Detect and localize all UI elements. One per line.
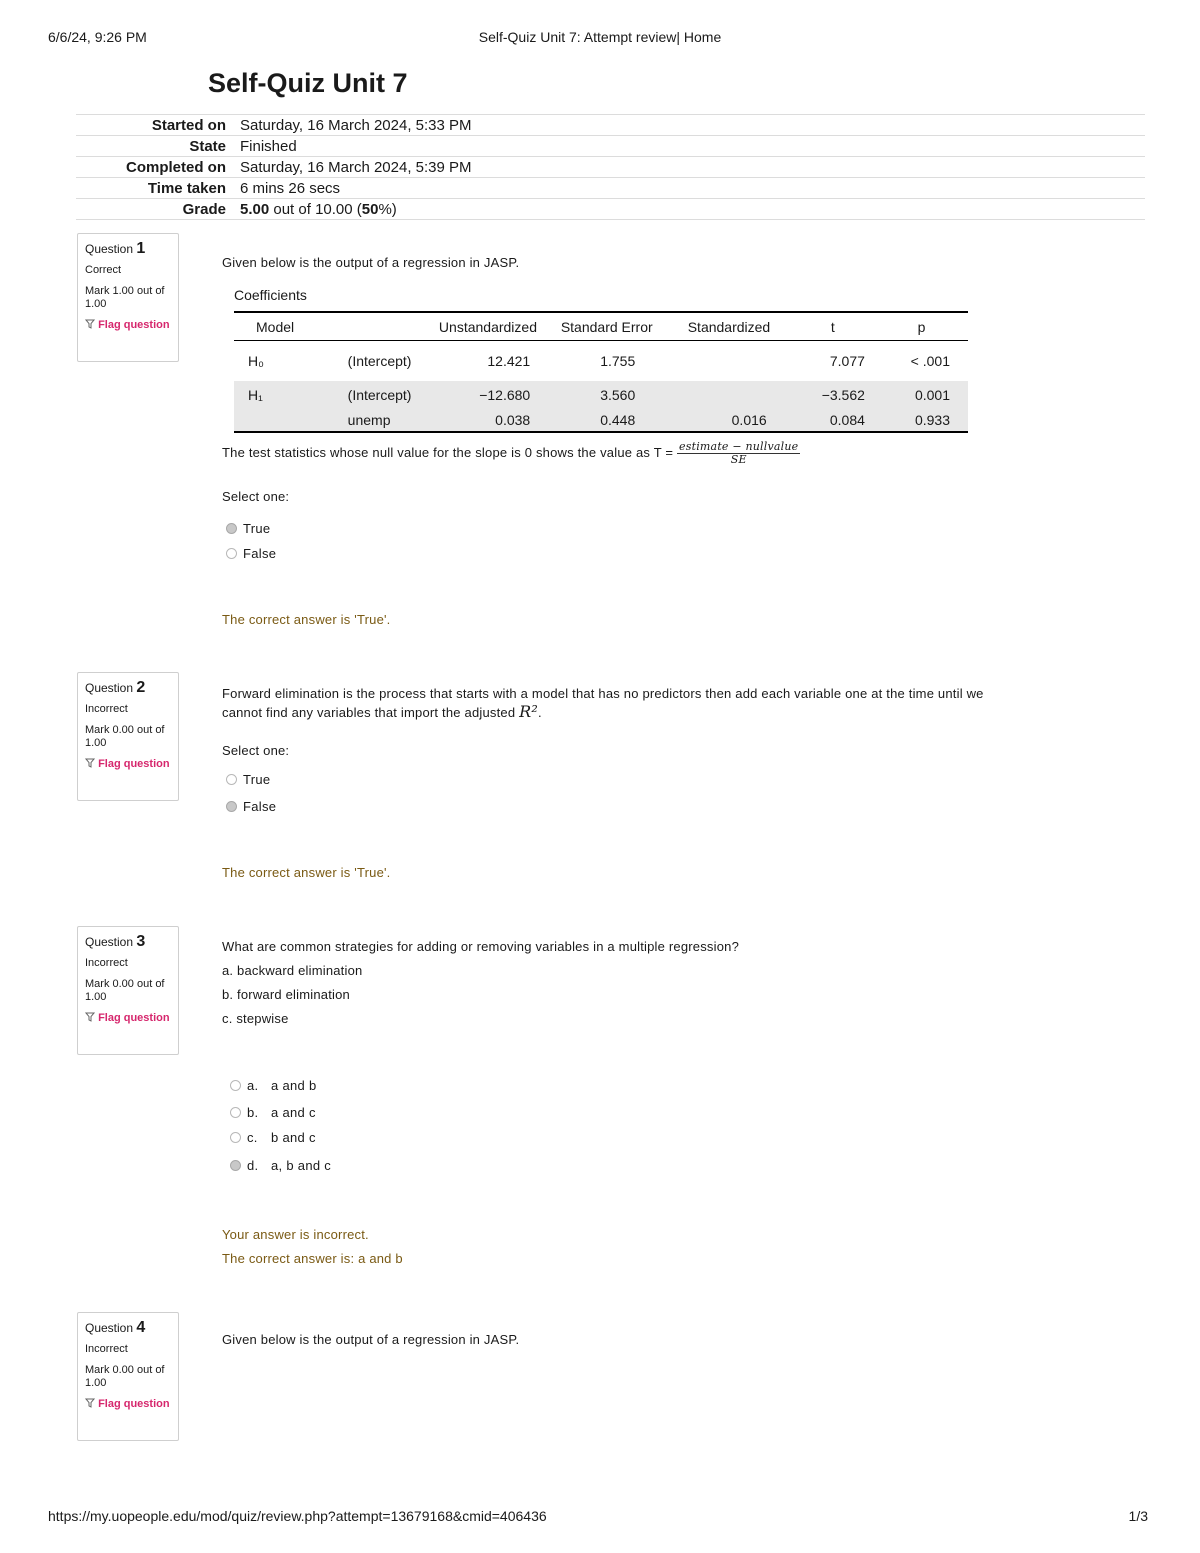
summary-row-started	[76, 115, 1145, 136]
question-mark: Mark 0.00 out of 1.00	[85, 978, 165, 1003]
question-3-feedback: Your answer is incorrect.	[222, 1227, 369, 1242]
flag-question-link[interactable]: Flag question	[85, 1398, 172, 1411]
question-info-2	[77, 672, 179, 801]
table-row: unemp 0.038 0.448 0.016 0.084 0.933	[234, 409, 968, 432]
question-mark: Mark 0.00 out of 1.00	[85, 724, 165, 749]
summary-value: Finished	[240, 137, 297, 155]
select-one-label: Select one:	[222, 489, 290, 504]
summary-label: Grade	[182, 200, 226, 218]
question-state: Correct	[85, 264, 122, 276]
radio-button[interactable]	[230, 1080, 241, 1091]
question-4-text: Given below is the output of a regression in JASP.	[222, 1332, 520, 1347]
summary-value: 6 mins 26 secs	[240, 179, 341, 197]
question-3-text: What are common strategies for adding or removing variables in a multiple regression?	[222, 939, 740, 954]
table-header-row: Model Unstandardized Standard Error Standardized t p	[234, 312, 968, 341]
question-1-statement: The test statistics whose null value for the slope is 0 shows the value as T = estimate − nullvalue SE	[222, 440, 799, 466]
question-info-1	[77, 233, 179, 362]
print-url: https://my.uopeople.edu/mod/quiz/review.php?attempt=13679168&cmid=406436	[48, 1508, 547, 1524]
option-true[interactable]: True	[226, 521, 270, 536]
option-false[interactable]: False	[226, 799, 276, 814]
summary-value: Saturday, 16 March 2024, 5:33 PM	[240, 116, 472, 134]
radio-button[interactable]	[226, 801, 237, 812]
question-3-correct-answer: The correct answer is: a and b	[222, 1251, 403, 1266]
option-a[interactable]: a. a and b	[230, 1078, 316, 1093]
summary-row-state	[76, 136, 1145, 157]
question-state: Incorrect	[85, 957, 128, 969]
summary-label: Time taken	[147, 179, 226, 197]
radio-button[interactable]	[230, 1160, 241, 1171]
radio-button[interactable]	[226, 774, 237, 785]
summary-label: Started on	[151, 116, 226, 134]
option-true[interactable]: True	[226, 772, 270, 787]
summary-row-grade	[76, 199, 1145, 220]
table-row: H₁ (Intercept) −12.680 3.560 −3.562 0.001	[234, 381, 968, 409]
question-number: Question 1	[85, 240, 146, 257]
question-3-item: c. stepwise	[222, 1011, 289, 1026]
flag-question-link[interactable]: Flag question	[85, 319, 172, 332]
coefficients-table	[234, 311, 968, 433]
quiz-title: Self-Quiz Unit 7	[208, 68, 408, 98]
grade-score: 5.00	[240, 200, 270, 218]
grade-percent: 50	[361, 200, 379, 218]
coefficients-title: Coefficients	[234, 287, 307, 303]
option-d[interactable]: d. a, b and c	[230, 1158, 331, 1173]
radio-button[interactable]	[226, 523, 237, 534]
question-1-feedback: The correct answer is 'True'.	[222, 612, 391, 627]
radio-button[interactable]	[226, 548, 237, 559]
question-3-item: b. forward elimination	[222, 987, 350, 1002]
table-row: H₀ (Intercept) 12.421 1.755 7.077 < .001	[248, 353, 950, 369]
question-state: Incorrect	[85, 703, 128, 715]
print-page-title: Self-Quiz Unit 7: Attempt review| Home	[478, 29, 722, 45]
flag-icon	[85, 1398, 95, 1408]
print-datetime: 6/6/24, 9:26 PM	[48, 29, 147, 45]
question-mark: Mark 1.00 out of 1.00	[85, 285, 165, 310]
question-mark: Mark 0.00 out of 1.00	[85, 1364, 165, 1389]
test-statistic-formula: estimate − nullvalue SE	[679, 440, 799, 466]
flag-icon	[85, 758, 95, 768]
flag-icon	[85, 1012, 95, 1022]
flag-question-link[interactable]: Flag question	[85, 1012, 172, 1025]
option-c[interactable]: c. b and c	[230, 1130, 316, 1145]
select-one-label: Select one:	[222, 743, 290, 758]
question-2-text: Forward elimination is the process that starts with a model that has no predictors then add each variable one at the time until we cannot find any variables that import the adjusted R².	[222, 686, 984, 721]
question-info-3	[77, 926, 179, 1055]
question-number: Question 4	[85, 1319, 146, 1336]
question-info-4	[77, 1312, 179, 1441]
radio-button[interactable]	[230, 1132, 241, 1143]
r-squared-symbol: R²	[519, 702, 538, 721]
radio-button[interactable]	[230, 1107, 241, 1118]
print-footer	[48, 1508, 1148, 1524]
summary-label: Completed on	[126, 158, 226, 176]
option-false[interactable]: False	[226, 546, 276, 561]
question-2-feedback: The correct answer is 'True'.	[222, 865, 391, 880]
question-number: Question 2	[85, 679, 146, 696]
question-state: Incorrect	[85, 1343, 128, 1355]
summary-row-time	[76, 178, 1145, 199]
flag-question-link[interactable]: Flag question	[85, 758, 172, 771]
summary-row-completed	[76, 157, 1145, 178]
option-b[interactable]: b. a and c	[230, 1105, 316, 1120]
summary-value: Saturday, 16 March 2024, 5:39 PM	[240, 158, 472, 176]
attempt-summary-table	[76, 114, 1145, 220]
question-1-text: Given below is the output of a regression in JASP.	[222, 255, 520, 270]
question-3-item: a. backward elimination	[222, 963, 363, 978]
print-header	[48, 29, 1152, 47]
summary-value: 5.00 out of 10.00 (50%)	[240, 200, 397, 218]
question-number: Question 3	[85, 933, 146, 950]
print-page-number: 1/3	[1128, 1508, 1148, 1524]
summary-label: State	[189, 137, 226, 155]
flag-icon	[85, 319, 95, 329]
